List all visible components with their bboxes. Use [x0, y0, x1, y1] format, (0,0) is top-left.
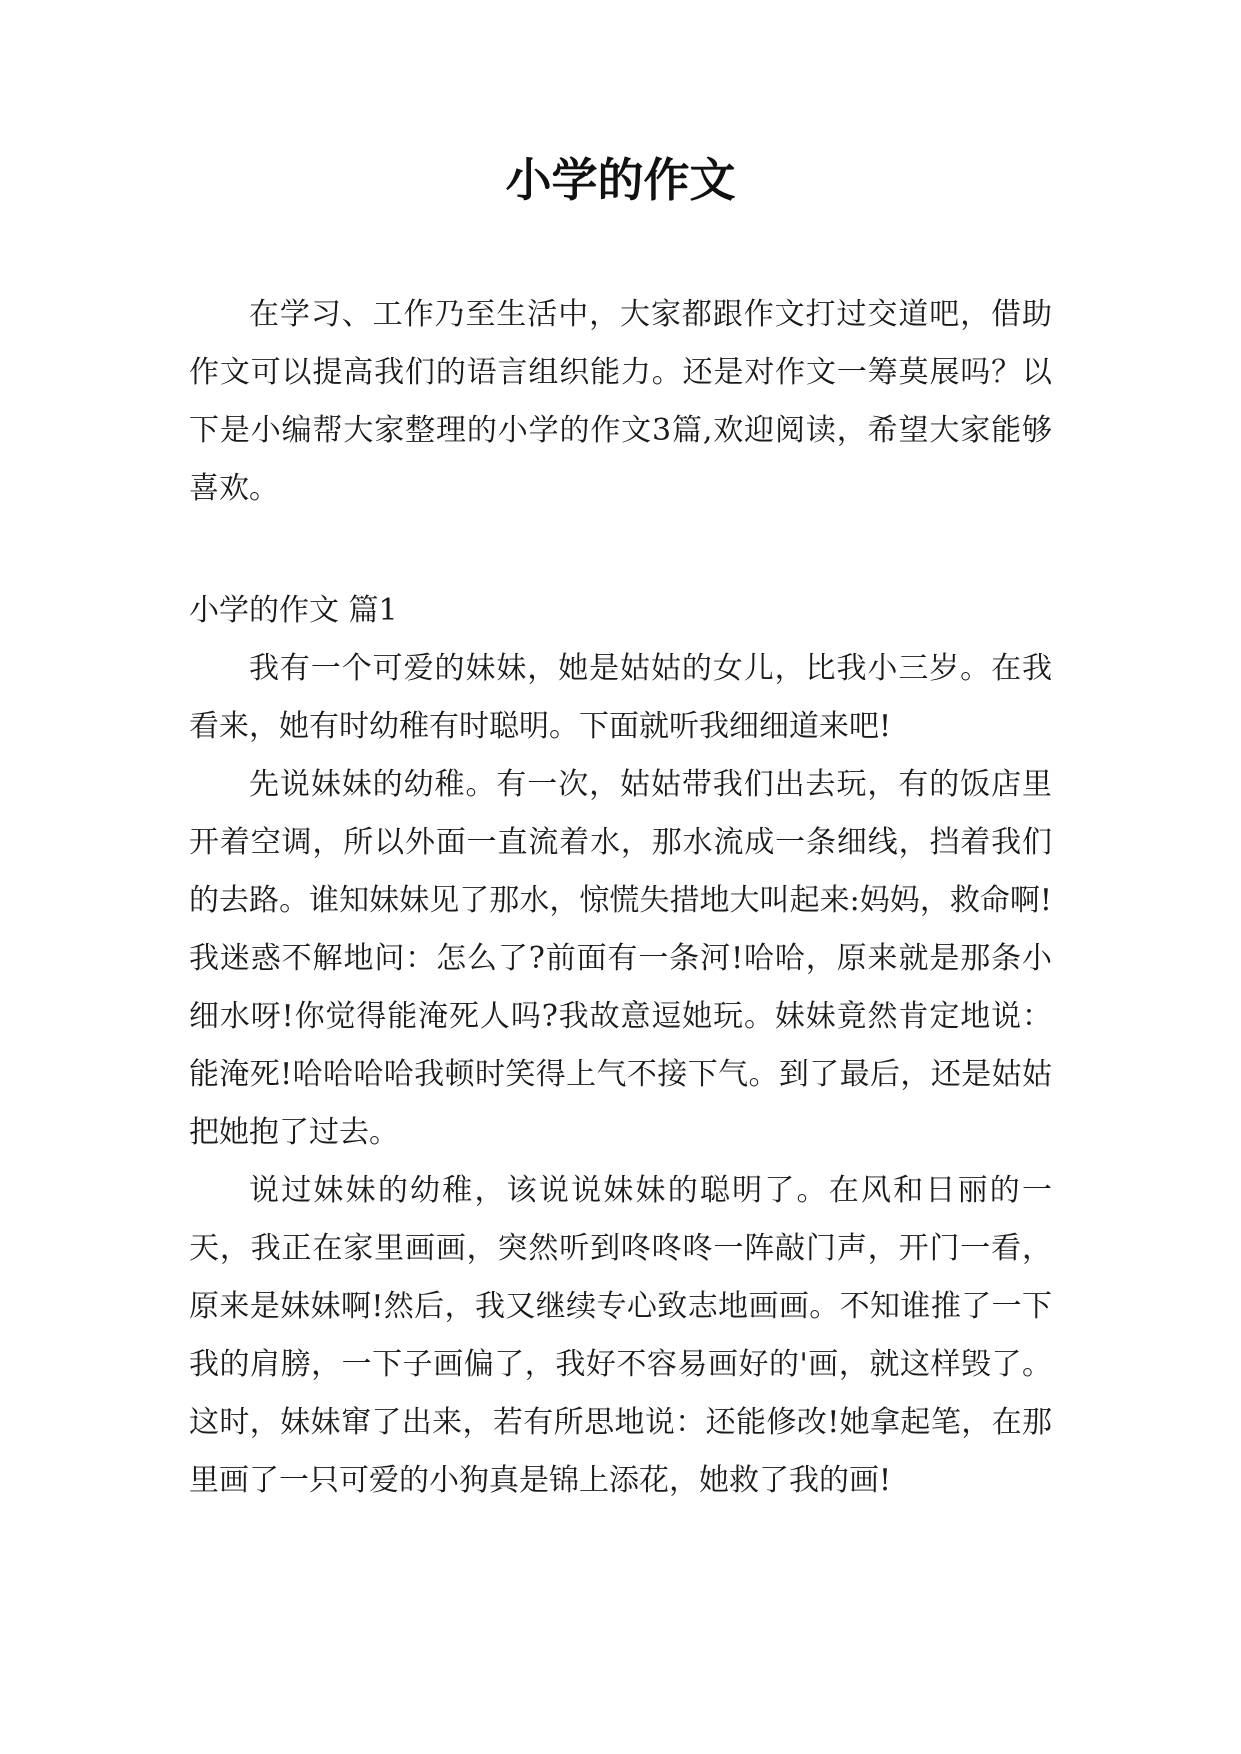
article-paragraph: 我有一个可爱的妹妹，她是姑姑的女儿，比我小三岁。在我看来，她有时幼稚有时聪明。下面就听我细细道来吧!: [189, 651, 1052, 744]
article-paragraph: 先说妹妹的幼稚。有一次，姑姑带我们出去玩，有的饭店里开着空调，所以外面一直流着水，那水流成一条细线，挡着我们的去路。谁知妹妹见了那水，惊慌失措地大叫起来:妈妈，救命啊!我迷惑不解地问：怎么了?前面有一条河!哈哈，原来就是那条小细水呀!你觉得能淹死人吗?我故意逗她玩。妹妹竟然肯定地说：能淹死!哈哈哈哈我顿时笑得上气不接下气。到了最后，还是姑姑把她抱了过去。: [189, 767, 1052, 1150]
article-paragraph: 说过妹妹的幼稚，该说说妹妹的聪明了。在风和日丽的一天，我正在家里画画，突然听到咚咚咚一阵敲门声，开门一看，原来是妹妹啊!然后，我又继续专心致志地画画。不知谁推了一下我的肩膀，一下子画偏了，我好不容易画好的'画，就这样毁了。这时，妹妹窜了出来，若有所思地说：还能修改!她拿起笔，在那里画了一只可爱的小狗真是锦上添花，她救了我的画!: [189, 1173, 1052, 1498]
intro-paragraph: 在学习、工作乃至生活中，大家都跟作文打过交道吧，借助作文可以提高我们的语言组织能力。还是对作文一筹莫展吗？以下是小编帮大家整理的小学的作文3篇,欢迎阅读，希望大家能够喜欢。: [189, 297, 1052, 506]
article-section: [189, 582, 1052, 1510]
article-heading: 小学的作文 篇1: [189, 593, 398, 628]
intro-section: [189, 286, 1052, 518]
document-title: 小学的作文: [505, 153, 736, 207]
